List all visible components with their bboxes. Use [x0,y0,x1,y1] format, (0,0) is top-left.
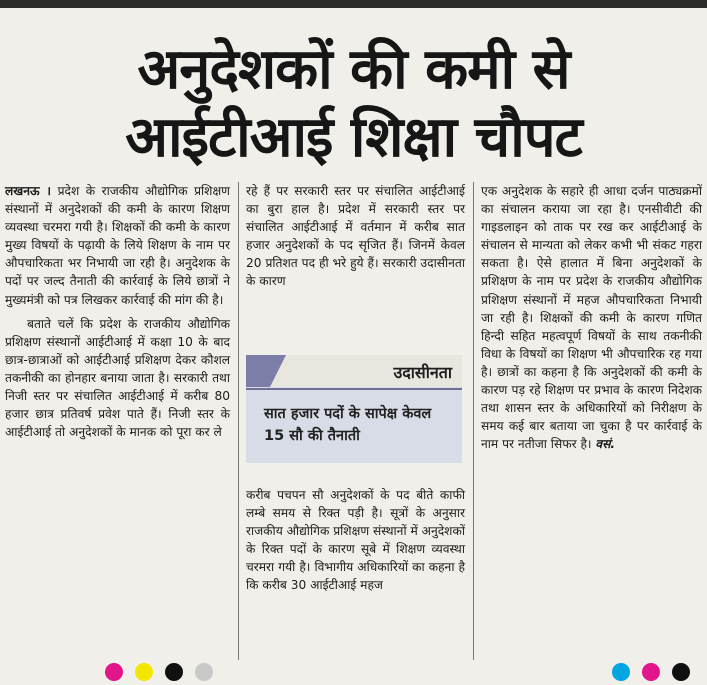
headline-line-1: अनुदेशकों की कमी से [137,37,570,102]
byline: लखनऊ । [5,184,52,198]
column-divider [238,182,239,660]
registration-dot-yellow [135,663,153,681]
column-3-text [481,182,702,453]
registration-dot-black [165,663,183,681]
paragraph-1-text: प्रदेश के राजकीय औद्योगिक प्रशिक्षण संस्थानों में अनुदेशकों की कमी के कारण शिक्षण व्यवस्था चरमरा गयी है। शिक्षकों की कमी के कारण मुख्य विषयों के पढ़ायी के लिये शिक्षण के नाम पर औपचारिकता भर निभायी जा रही है। अनुदेशक के पदों पर जल्द तैनाती की कार्रवाई के लिये छात्रों ने मुख्यमंत्री को पत्र लिखकर कार्रवाई की मांग की है। [5,184,230,307]
registration-dot-cyan [612,663,630,681]
callout-label: उदासीनता [393,363,452,382]
top-border [0,0,707,8]
registration-dot-gray [195,663,213,681]
signature: वसं. [595,437,616,452]
registration-dot-black [672,663,690,681]
callout-header [246,355,462,387]
article-column-3 [481,182,702,453]
callout-text: सात हजार पदों के सापेक्ष केवल 15 सौ की तैनाती [264,406,432,444]
registration-dot-magenta [642,663,660,681]
column-divider [473,182,474,660]
paragraph-2: बताते चलें कि प्रदेश के राजकीय औद्योगिक प्रशिक्षण संस्थानों आईटीआई में कक्षा 10 के बाद छात्र-छात्राओं को आईटीआई प्रशिक्षण देकर कौशल तकनीकी का होनहार बनाया जाता है। सरकारी तथा निजी स्तर पर संचालित आईटीआई में करीब 80 हजार छात्र प्रतिवर्ष प्रवेश पाते हैं। निजी स्तर के आईटीआई तो अनुदेशकों के मानक को पूरा कर ले [5,316,230,440]
callout-accent-shape [246,355,286,387]
paragraph-1 [5,182,230,309]
column-2-bottom-text: करीब पचपन सौ अनुदेशकों के पद बीते काफी लम्बे समय से रिक्त पड़ी है। सूत्रों के अनुसार राजकीय औद्योगिक प्रशिक्षण संस्थानों में अनुदेशकों के रिक्त पदों के कारण सूबे में शिक्षण व्यवस्था चरमरा गयी है। विभागीय अधिकारियों का कहना है कि करीब 30 आईटीआई महज [246,488,465,593]
column-2-top-text: रहे हैं पर सरकारी स्तर पर संचालित आईटीआई का बुरा हाल है। प्रदेश में सरकारी स्तर पर संचालित आईटीआई में वर्तमान में करीब सात हजार अनुदेशकों के पद सृजित हैं। जिनमें केवल 20 प्रतिशत पद ही भरे हुये हैं। सरकारी उदासीनता के कारण [246,184,465,289]
callout-rule [246,388,462,390]
article-column-2-bottom [246,486,465,595]
headline-line-2: आईटीआई शिक्षा चौपट [125,105,582,170]
article-column-1 [5,182,230,441]
callout-box [246,355,462,463]
registration-dot-magenta [105,663,123,681]
column-3-body: एक अनुदेशक के सहारे ही आधा दर्जन पाठ्यक्रमों का संचालन कराया जा रहा है। एनसीवीटी की गाइडलाइन को ताक पर रख कर आईटीआई के संचालन से मान्यता को लेकर कभी भी संकट गहरा सकता है। ऐसे हालात में बिना अनुदेशकों के प्रशिक्षण के नाम पर प्रदेश के राजकीय औद्योगिक प्रशिक्षण संस्थानों में महज औपचारिकता निभायी जा रही है। शिक्षकों की कमी के कारण गणित हिन्दी सहित महत्वपूर्ण विषयों के साथ तकनीकी विधा के विषयों का शिक्षण भी औपचारिक रह गया है। छात्रों का कहना है कि अनुदेशकों की कमी के कारण पड़ रहे शिक्षण पर प्रभाव के कारण निदेशक तथा शासन स्तर के अधिकारियों को निरीक्षण के समय कई बार बताया जा चुका है पर कार्रवाई के नाम पर नतीजा सिफर है। [481,184,702,452]
article-column-2-top [246,182,465,291]
registration-marks [0,663,707,685]
